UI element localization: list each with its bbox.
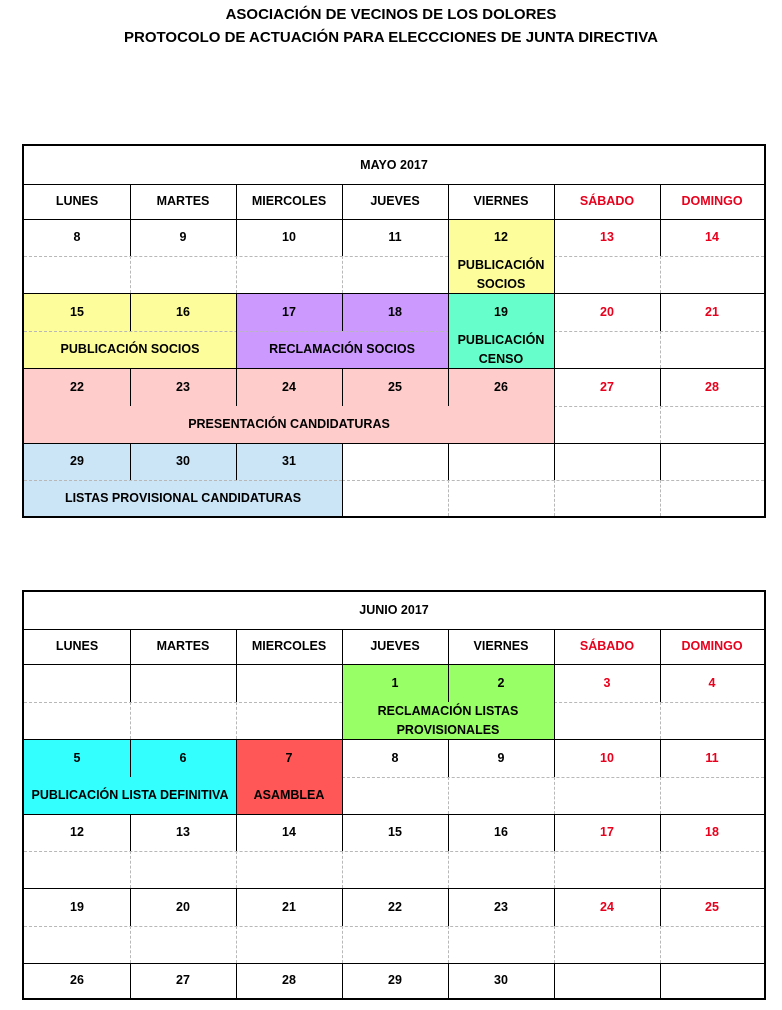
day-cell[interactable]: 20 [176, 899, 190, 914]
day-cell[interactable]: 16 [494, 825, 508, 839]
day-cell[interactable]: 30 [176, 454, 190, 468]
grid-line [660, 664, 661, 702]
grid-line [342, 777, 764, 778]
grid-line [554, 851, 555, 888]
grid-line [24, 293, 764, 294]
grid-line [660, 184, 661, 219]
grid-line [130, 739, 131, 777]
grid-line [342, 814, 343, 851]
listas-provisional-label: LISTAS PROVISIONAL CANDIDATURAS [64, 490, 302, 505]
grid-line [660, 777, 661, 814]
day-cell[interactable]: 15 [70, 304, 84, 319]
grid-line [236, 293, 237, 331]
grid-line [554, 888, 555, 926]
grid-line [24, 368, 764, 369]
grid-line [342, 739, 343, 777]
grid-line [554, 406, 764, 407]
grid-line [342, 480, 764, 481]
weekday-header-0: LUNES [55, 639, 99, 653]
day-cell[interactable]: 18 [705, 825, 719, 839]
grid-line [554, 480, 555, 516]
weekday-header-5: SÁBADO [579, 194, 635, 208]
grid-line [236, 851, 237, 888]
day-cell[interactable]: 11 [705, 750, 719, 765]
day-cell[interactable]: 14 [705, 230, 719, 244]
grid-line [236, 963, 237, 998]
grid-line [448, 629, 449, 664]
grid-line [236, 777, 237, 814]
asamblea-label: ASAMBLEA [253, 788, 325, 802]
day-cell[interactable] [554, 443, 660, 480]
weekday-header-0: LUNES [55, 194, 99, 208]
day-cell[interactable]: 23 [494, 899, 508, 914]
grid-line [236, 926, 237, 963]
day-cell[interactable] [24, 664, 130, 702]
grid-line [660, 702, 661, 739]
grid-line [554, 702, 764, 703]
grid-line [24, 443, 764, 444]
grid-line [236, 331, 237, 368]
publicacion-socios-label: PUBLICACIÓN SOCIOS [60, 342, 200, 356]
grid-line [554, 256, 555, 293]
day-cell[interactable] [660, 963, 764, 998]
reclamacion-listas-label: RECLAMACIÓN LISTAS PROVISIONALES [377, 703, 519, 737]
grid-line [130, 256, 131, 293]
grid-line [660, 814, 661, 851]
day-cell[interactable]: 20 [600, 304, 614, 319]
day-cell[interactable]: 12 [494, 230, 508, 244]
grid-line [342, 368, 343, 406]
grid-line [24, 888, 764, 889]
grid-line [130, 368, 131, 406]
grid-line [342, 888, 343, 926]
grid-line [554, 664, 555, 702]
presentacion-candidaturas-label: PRESENTACIÓN CANDIDATURAS [188, 417, 390, 431]
grid-line [24, 184, 764, 185]
grid-line [130, 629, 131, 664]
grid-line [448, 926, 449, 963]
grid-line [236, 368, 237, 406]
grid-line [660, 851, 661, 888]
grid-line [448, 480, 449, 516]
grid-line [448, 851, 449, 888]
weekday-header-4: VIERNES [473, 639, 529, 653]
grid-line [448, 443, 449, 480]
grid-line [554, 443, 555, 480]
day-cell[interactable]: 11 [388, 230, 402, 244]
grid-line [342, 851, 343, 888]
grid-line [130, 926, 131, 963]
month-title: MAYO 2017 [360, 157, 428, 172]
grid-line [660, 406, 661, 443]
grid-line [554, 926, 555, 963]
grid-line [448, 256, 449, 293]
grid-line [660, 739, 661, 777]
grid-line [342, 480, 343, 516]
grid-line [448, 664, 449, 702]
day-cell[interactable] [448, 443, 554, 480]
day-cell[interactable]: 26 [70, 973, 84, 987]
grid-line [342, 629, 343, 664]
grid-line [342, 443, 343, 480]
grid-line [554, 777, 555, 814]
grid-line [660, 480, 661, 516]
grid-line [236, 219, 237, 256]
grid-line [24, 702, 342, 703]
grid-line [342, 702, 343, 739]
grid-line [236, 702, 237, 739]
day-cell[interactable]: 10 [282, 230, 296, 244]
day-cell[interactable]: 9 [497, 750, 505, 765]
grid-line [554, 331, 555, 368]
day-cell[interactable]: 18 [388, 304, 402, 319]
weekday-header-1: MARTES [156, 639, 210, 653]
calendar-mayo [22, 144, 766, 518]
reclamacion-socios-label: RECLAMACIÓN SOCIOS [269, 342, 415, 356]
grid-line [448, 368, 449, 406]
day-cell[interactable] [660, 443, 764, 480]
day-cell[interactable]: 17 [600, 825, 614, 839]
day-cell[interactable]: 9 [179, 230, 187, 244]
day-cell[interactable]: 15 [388, 825, 402, 839]
grid-line [24, 963, 764, 964]
grid-line [236, 629, 237, 664]
day-cell[interactable]: 26 [494, 379, 508, 394]
grid-line [448, 963, 449, 998]
grid-line [236, 443, 237, 480]
grid-line [448, 293, 449, 331]
day-cell[interactable]: 27 [600, 379, 614, 394]
grid-line [554, 963, 555, 998]
day-cell[interactable]: 21 [282, 899, 296, 914]
grid-line [342, 256, 343, 293]
grid-line [554, 814, 555, 851]
grid-line [342, 777, 343, 814]
grid-line [660, 629, 661, 664]
weekday-header-6: DOMINGO [681, 639, 743, 653]
day-cell[interactable]: 8 [73, 230, 81, 244]
grid-line [554, 739, 555, 777]
day-cell[interactable]: 21 [705, 304, 719, 319]
day-cell[interactable]: 24 [282, 379, 296, 394]
grid-line [342, 293, 343, 331]
grid-line [24, 219, 764, 220]
day-cell[interactable]: 19 [70, 899, 84, 914]
grid-line [554, 256, 764, 257]
grid-line [236, 888, 237, 926]
weekday-header-2: MIERCOLES [251, 639, 327, 653]
day-cell[interactable]: 22 [388, 899, 402, 914]
grid-line [660, 963, 661, 998]
weekday-header-2: MIERCOLES [251, 194, 327, 208]
publicacion-socios-12-label: PUBLICACIÓN SOCIOS [457, 257, 545, 291]
day-cell[interactable]: 24 [600, 899, 614, 914]
day-cell[interactable]: 27 [176, 973, 190, 987]
grid-line [448, 777, 449, 814]
day-cell[interactable]: 28 [282, 973, 296, 987]
grid-line [660, 368, 661, 406]
day-cell[interactable]: 19 [494, 304, 508, 319]
grid-line [236, 814, 237, 851]
document-title-line2: PROTOCOLO DE ACTUACIÓN PARA ELECCCIONES DE JUNTA DIRECTIVA [124, 29, 658, 46]
grid-line [130, 664, 131, 702]
grid-line [130, 293, 131, 331]
grid-line [554, 368, 555, 406]
day-cell[interactable]: 23 [176, 379, 190, 394]
grid-line [342, 184, 343, 219]
grid-line [660, 219, 661, 256]
grid-line [24, 926, 764, 927]
grid-line [24, 664, 764, 665]
grid-line [554, 293, 555, 331]
grid-line [236, 664, 237, 702]
day-cell[interactable]: 25 [705, 899, 719, 914]
day-cell[interactable]: 22 [70, 379, 84, 394]
day-cell[interactable] [236, 664, 342, 702]
grid-line [24, 629, 764, 630]
grid-line [130, 851, 131, 888]
day-cell[interactable]: 7 [285, 750, 293, 765]
calendar-junio [22, 590, 766, 1000]
grid-line [660, 888, 661, 926]
grid-line [24, 851, 764, 852]
day-cell[interactable]: 3 [603, 675, 611, 690]
month-title: JUNIO 2017 [359, 603, 429, 617]
grid-line [448, 331, 449, 368]
weekday-header-6: DOMINGO [681, 194, 743, 208]
day-cell[interactable]: 12 [70, 825, 84, 839]
grid-line [342, 664, 343, 702]
day-cell[interactable]: 4 [708, 675, 716, 690]
grid-line [660, 256, 661, 293]
weekday-header-3: JUEVES [370, 639, 420, 653]
grid-line [554, 406, 555, 443]
grid-line [24, 480, 342, 481]
grid-line [24, 814, 764, 815]
grid-line [342, 219, 343, 256]
day-cell[interactable]: 31 [282, 454, 296, 468]
grid-line [130, 702, 131, 739]
day-cell[interactable]: 16 [176, 304, 190, 319]
grid-line [448, 219, 449, 256]
grid-line [660, 331, 661, 368]
grid-line [236, 256, 237, 293]
grid-line [448, 184, 449, 219]
day-cell[interactable]: 10 [600, 750, 614, 765]
grid-line [554, 702, 555, 739]
day-cell[interactable]: 29 [70, 454, 84, 468]
day-cell[interactable]: 14 [282, 825, 296, 839]
day-cell[interactable]: 30 [494, 973, 508, 987]
weekday-header-5: SÁBADO [579, 639, 635, 653]
grid-line [554, 219, 555, 256]
grid-line [130, 443, 131, 480]
grid-line [660, 293, 661, 331]
grid-line [554, 184, 555, 219]
grid-line [554, 331, 764, 332]
day-cell[interactable] [130, 664, 236, 702]
day-cell[interactable]: 13 [600, 230, 614, 244]
day-cell[interactable]: 29 [388, 973, 402, 987]
grid-line [236, 184, 237, 219]
grid-line [448, 888, 449, 926]
grid-line [130, 219, 131, 256]
grid-line [130, 888, 131, 926]
day-cell[interactable]: 25 [388, 379, 402, 394]
weekday-header-3: JUEVES [370, 194, 420, 208]
grid-line [130, 814, 131, 851]
day-cell[interactable]: 8 [391, 750, 399, 765]
weekday-header-4: VIERNES [473, 194, 529, 208]
day-cell[interactable]: 13 [176, 825, 190, 839]
day-cell[interactable]: 5 [73, 750, 81, 765]
document-title-line1: ASOCIACIÓN DE VECINOS DE LOS DOLORES [225, 6, 557, 23]
day-cell[interactable]: 6 [179, 750, 187, 765]
grid-line [448, 814, 449, 851]
day-cell[interactable]: 28 [705, 379, 719, 394]
grid-line [660, 926, 661, 963]
grid-line [130, 184, 131, 219]
day-cell[interactable]: 1 [391, 675, 399, 690]
day-cell[interactable]: 17 [282, 304, 296, 319]
grid-line [554, 629, 555, 664]
publicacion-lista-definitiva-label: PUBLICACIÓN LISTA DEFINITIVA [31, 788, 229, 802]
grid-line [24, 739, 764, 740]
grid-line [342, 926, 343, 963]
grid-line [448, 739, 449, 777]
weekday-header-1: MARTES [156, 194, 210, 208]
publicacion-censo-label: PUBLICACIÓN CENSO [457, 332, 545, 366]
day-cell[interactable]: 2 [497, 675, 505, 690]
day-cell[interactable] [554, 963, 660, 998]
grid-line [342, 963, 343, 998]
grid-line [236, 739, 237, 777]
grid-line [660, 443, 661, 480]
grid-line [130, 963, 131, 998]
day-cell[interactable] [342, 443, 448, 480]
